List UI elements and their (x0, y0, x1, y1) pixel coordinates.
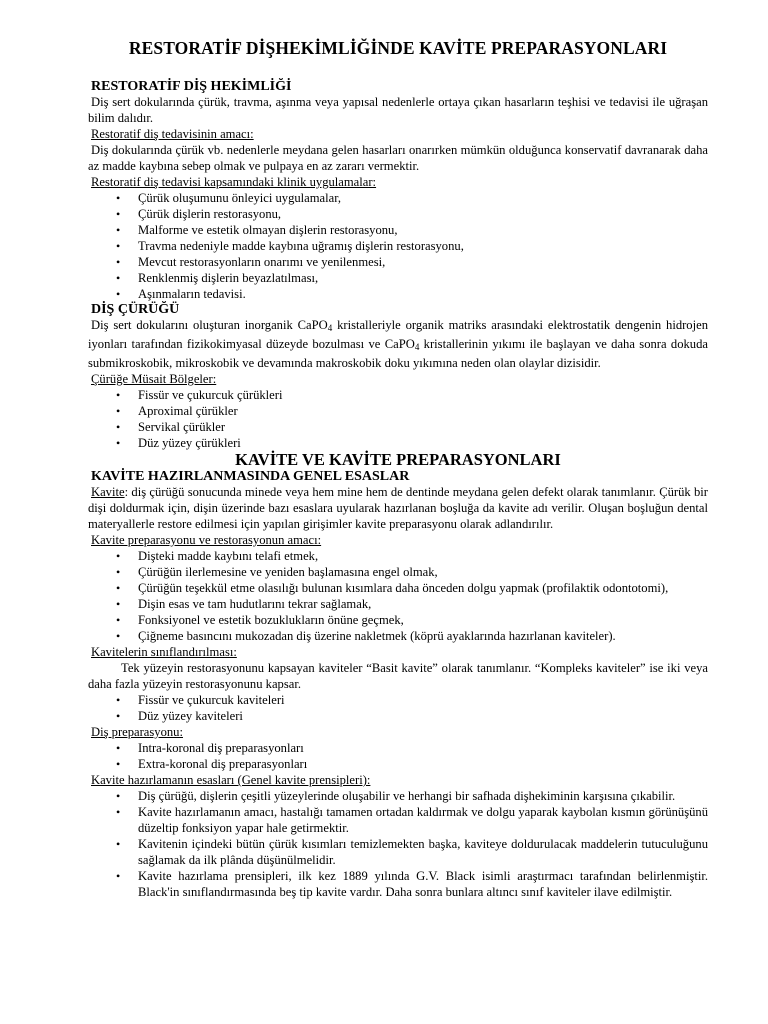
list-item: • Aşınmaların tedavisi. (88, 286, 708, 302)
kavite-term: Kavite (91, 485, 125, 499)
label-classification: Kavitelerin sınıflandırılması: (91, 645, 237, 659)
document-title: RESTORATİF DİŞHEKİMLİĞİNDE KAVİTE PREPARASYONLARI (128, 38, 668, 58)
list-item: • Düz yüzey kaviteleri (88, 708, 708, 724)
list-item: • Fissür ve çukurcuk kaviteleri (88, 692, 708, 708)
kavite-definition: : diş çürüğü sonucunda minede veya hem mine hem de dentinde meydana gelen defekt olarak tanımlanır. Çürük bir dişi doldurmak için, dişin üzerinde bazı esaslara uyularak hazırlanan boşluğa da kavite adı verilir. Oluşan boşluğun dental materyallerle restore edilmesi için yapılan girişimler kavite preparasyonu olarak adlandırılır. (88, 485, 708, 531)
label-principles: Kavite hazırlamanın esasları (Genel kavite prensipleri): (91, 773, 371, 787)
list-item: • Servikal çürükler (88, 419, 708, 435)
list-item: • Kavite hazırlamanın amacı, hastalığı tamamen ortadan kaldırmak ve dolgu yaparak kaybolan kısmın görünüşünü düzeltip fonksiyon yapar hale getirmektir. (88, 804, 708, 836)
list-principles (88, 788, 708, 900)
label-aim: Restoratif diş tedavisinin amacı: (91, 127, 254, 141)
subheading-genel-esaslar: KAVİTE HAZIRLANMASINDA GENEL ESASLAR (91, 469, 410, 484)
label-regions: Çürüğe Müsait Bölgeler: (91, 372, 217, 386)
list-item: • Renklenmiş dişlerin beyazlatılması, (88, 270, 708, 286)
curuk-text-3: kristallerinin yıkımı ile başlayan ve daha sonra dokuda submikroskobik, mikroskobik ve devamında makroskobik doku yıkımına neden olan olaylar dizisidir. (88, 337, 708, 370)
heading-kavite: KAVİTE VE KAVİTE PREPARASYONLARI (235, 450, 561, 469)
list-regions (88, 387, 708, 451)
label-scope: Restoratif diş tedavisi kapsamındaki klinik uygulamalar: (91, 175, 377, 189)
list-prep-aim (88, 548, 708, 644)
list-item: • Çürük oluşumunu önleyici uygulamalar, (88, 190, 708, 206)
heading-dis-curugu: DİŞ ÇÜRÜĞÜ (91, 302, 180, 317)
paragraph-classification: Tek yüzeyin restorasyonunu kapsayan kaviteler “Basit kavite” olarak tanımlanır. “Kompleks kaviteler” ise iki veya daha fazla yüzeyin restorasyonunu kapsar. (88, 661, 708, 691)
list-scope (88, 190, 708, 302)
paragraph-aim: Diş dokularında çürük vb. nedenlerle meydana gelen hasarları onarırken mümkün olduğunca konservatif davranarak daha az madde kaybına sebep olmak ve pulpaya en az zararı vermektir. (88, 143, 708, 173)
list-item: • Kavite hazırlama prensipleri, ilk kez 1889 yılında G.V. Black isimli araştırmacı tarafından belirlenmiştir. Black'in sınıflandırmasında beş tip kavite vardır. Daha sonra bunlara altıncı sınıf kaviteler ilave edilmiştir. (88, 868, 708, 900)
subscript-4: 4 (414, 342, 420, 352)
list-item: • Dişin esas ve tam hudutlarını tekrar sağlamak, (88, 596, 708, 612)
curuk-text-1: Diş sert dokularını oluşturan inorganik CaPO (91, 318, 328, 332)
list-item: • Malforme ve estetik olmayan dişlerin restorasyonu, (88, 222, 708, 238)
list-item: • Çürük dişlerin restorasyonu, (88, 206, 708, 222)
paragraph-kavite (88, 484, 708, 532)
paragraph-intro: Diş sert dokularında çürük, travma, aşınma veya yapısal nedenlerle ortaya çıkan hasarların teşhisi ve tedavisi ile uğraşan bilim dalıdır. (88, 95, 708, 125)
list-item: • Çürüğün teşekkül etme olasılığı bulunan kısımlara daha önceden dolgu yapmak (profilaktik odontotomi), (88, 580, 708, 596)
list-item: • Fonksiyonel ve estetik bozuklukların önüne geçmek, (88, 612, 708, 628)
list-tooth-prep (88, 740, 708, 772)
list-item: • Diş çürüğü, dişlerin çeşitli yüzeylerinde oluşabilir ve herhangi bir safhada dişhekiminin karşısına çıkabilir. (88, 788, 708, 804)
label-tooth-prep: Diş preparasyonu: (91, 725, 183, 739)
curuk-text-2: kristalleriyle organik matriks arasındaki elektrostatik dengenin hidrojen iyonları tarafından fizikokimyasal düzeyde bozulması ve CaPO (88, 318, 708, 351)
list-item: • Dişteki madde kaybını telafi etmek, (88, 548, 708, 564)
list-item: • Fissür ve çukurcuk çürükleri (88, 387, 708, 403)
list-item: • Mevcut restorasyonların onarımı ve yenilenmesi, (88, 254, 708, 270)
label-prep-aim: Kavite preparasyonu ve restorasyonun amacı: (91, 533, 322, 547)
list-item: • Kavitenin içindeki bütün çürük kısımları temizlemekten başka, kaviteye doldurulacak maddelerin tutuculuğunu sağlamak da ilk plânda düşünülmelidir. (88, 836, 708, 868)
list-item: • Travma nedeniyle madde kaybına uğramış dişlerin restorasyonu, (88, 238, 708, 254)
list-item: • Çiğneme basıncını mukozadan diş üzerine nakletmek (köprü ayaklarında hazırlanan kaviteler). (88, 628, 708, 644)
list-item: • Aproximal çürükler (88, 403, 708, 419)
list-item: • Intra-koronal diş preparasyonları (88, 740, 708, 756)
heading-restoratif: RESTORATİF DİŞ HEKİMLİĞİ (91, 79, 292, 94)
list-classification (88, 692, 708, 724)
list-item: • Extra-koronal diş preparasyonları (88, 756, 708, 772)
list-item: • Çürüğün ilerlemesine ve yeniden başlamasına engel olmak, (88, 564, 708, 580)
paragraph-curuk (88, 317, 708, 371)
list-item: • Düz yüzey çürükleri (88, 435, 708, 451)
subscript-4: 4 (327, 323, 333, 333)
